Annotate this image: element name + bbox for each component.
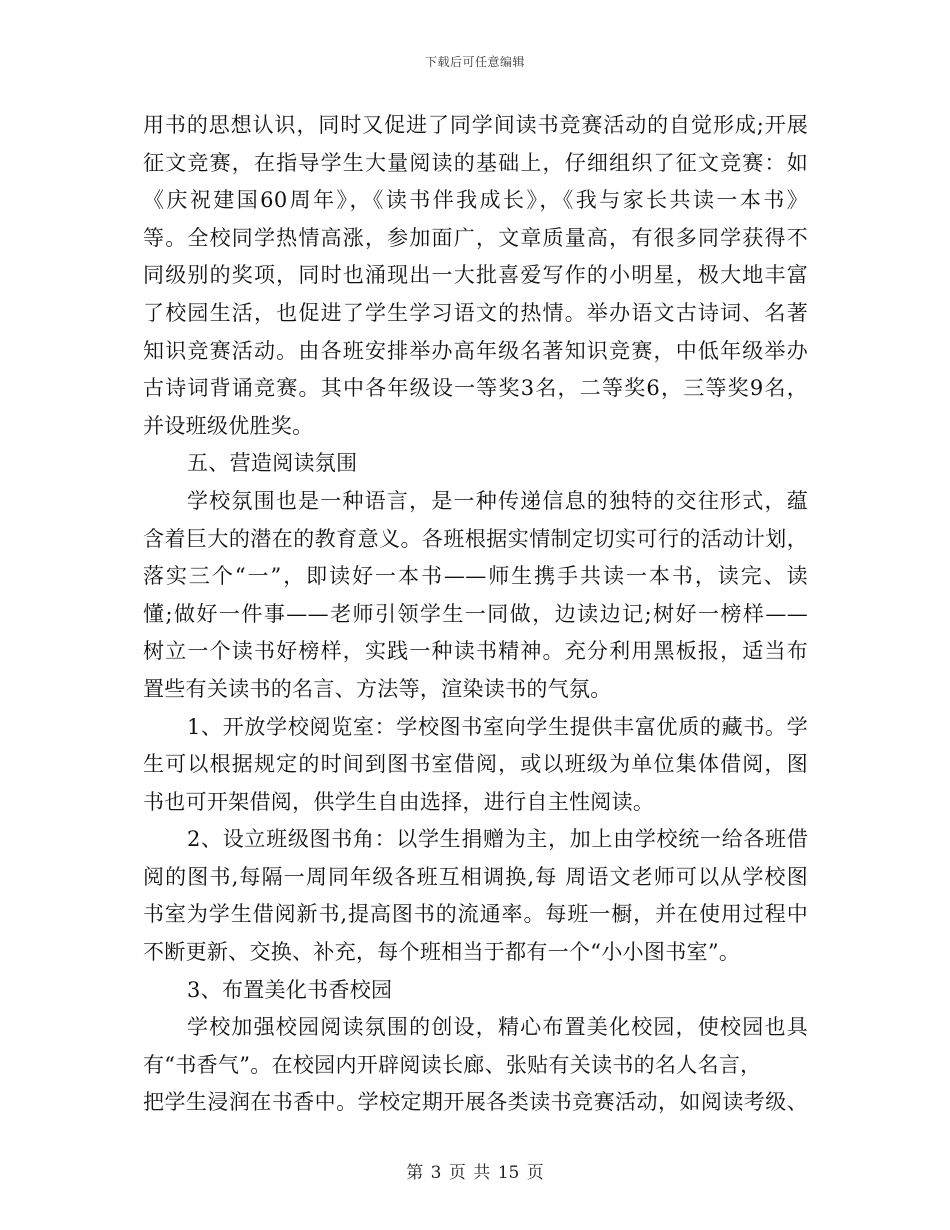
text-line: 用书的思想认识，同时又促进了同学间读书竞赛活动的自觉形成;开展 bbox=[143, 113, 808, 137]
text-line: 有“书香气”。在校园内开辟阅读长廊、张贴有关读书的名人名言， bbox=[143, 1052, 762, 1077]
text-line: 书也可开架借阅，供学生自由选择，进行自主性阅读。 bbox=[143, 789, 655, 814]
text-line: 3、布置美化书香校园 bbox=[187, 977, 393, 1002]
text-line: 树立一个读书好榜样，实践一种读书精神。充分利用黑板报，适当布 bbox=[143, 639, 808, 664]
page-header: 下载后可任意编辑 bbox=[424, 55, 525, 69]
text-line: 征文竞赛，在指导学生大量阅读的基础上，仔细组织了征文竞赛：如 bbox=[143, 150, 808, 175]
text-line: 五、营造阅读氛围 bbox=[187, 451, 358, 476]
text-line: 不断更新、交换、补充，每个班相当于都有一个“小小图书室”。 bbox=[143, 940, 741, 965]
text-line: 同级别的奖项，同时也涌现出一大批喜爱写作的小明星，极大地丰富 bbox=[143, 263, 808, 288]
text-line: 1、开放学校阅览室：学校图书室向学生提供丰富优质的藏书。学 bbox=[187, 714, 808, 739]
text-line: 把学生浸润在书香中。学校定期开展各类读书竞赛活动，如阅读考级、 bbox=[143, 1090, 808, 1115]
text-line: 置些有关读书的名言、方法等，渲染读书的气氛。 bbox=[143, 676, 612, 701]
text-line: 含着巨大的潜在的教育意义。各班根据实情制定切实可行的活动计划， bbox=[143, 526, 808, 551]
text-line: 懂;做好一件事——老师引领学生一同做，边读边记;树好一榜样—— bbox=[143, 601, 808, 626]
text-line: 《庆祝建国60周年》，《读书伴我成长》，《我与家长共读一本书》 bbox=[143, 188, 808, 213]
text-line: 2、设立班级图书角：以学生捐赠为主，加上由学校统一给各班借 bbox=[187, 827, 808, 852]
text-line: 落实三个“一”，即读好一本书——师生携手共读一本书，读完、读 bbox=[143, 564, 808, 589]
text-line: 古诗词背诵竞赛。其中各年级设一等奖3名，二等奖6，三等奖9名， bbox=[143, 376, 808, 401]
page-number-footer: 第 3 页 共 15 页 bbox=[406, 1163, 544, 1183]
text-line: 书室为学生借阅新书,提高图书的流通率。每班一橱，并在使用过程中 bbox=[143, 902, 808, 927]
body-text bbox=[143, 107, 808, 1122]
text-line: 知识竞赛活动。由各班安排举办高年级名著知识竞赛，中低年级举办 bbox=[143, 338, 808, 363]
text-line: 学校加强校园阅读氛围的创设，精心布置美化校园，使校园也具 bbox=[187, 1015, 808, 1040]
text-line: 并设班级优胜奖。 bbox=[143, 413, 314, 438]
text-line: 等。全校同学热情高涨，参加面广，文章质量高，有很多同学获得不 bbox=[143, 225, 808, 250]
text-line: 了校园生活，也促进了学生学习语文的热情。举办语文古诗词、名著 bbox=[143, 300, 808, 325]
text-line: 阅的图书,每隔一周同年级各班互相调换,每 周语文老师可以从学校图 bbox=[143, 864, 808, 889]
text-line: 生可以根据规定的时间到图书室借阅，或以班级为单位集体借阅，图 bbox=[143, 752, 808, 777]
text-line: 学校氛围也是一种语言，是一种传递信息的独特的交往形式，蕴 bbox=[187, 488, 808, 513]
